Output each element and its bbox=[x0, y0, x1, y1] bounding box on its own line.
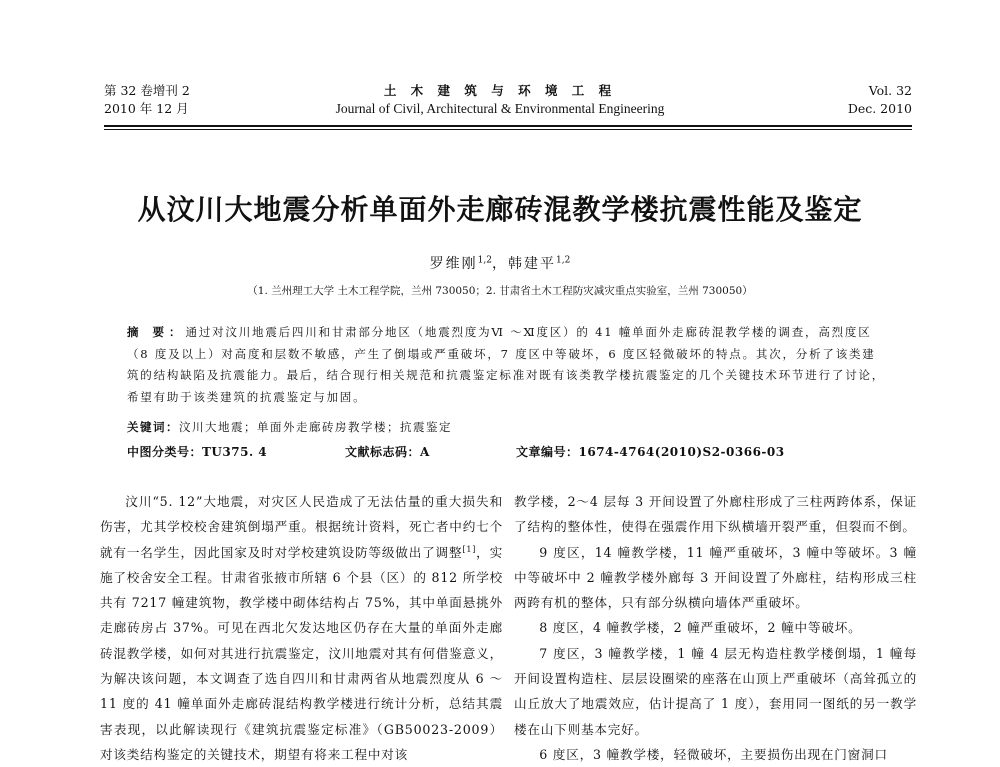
article-title: 从汶川大地震分析单面外走廊砖混教学楼抗震性能及鉴定 bbox=[137, 193, 863, 226]
author-affil-mark: 1,2 bbox=[477, 255, 492, 266]
keywords-label: 关键词： bbox=[127, 420, 179, 434]
clc-number: 中图分类号：TU375. 4 bbox=[127, 445, 268, 459]
body-paragraph: 教学楼，2～4 层每 3 开间设置了外廊柱形成了三柱两跨体系，保证了结构的整体性，使得在强震作用下纵横墙开裂严重，但裂而不倒。 bbox=[514, 494, 917, 535]
journal-name-en: Journal of Civil, Architectural & Environmental Engineering bbox=[335, 101, 665, 116]
header-rule-thin bbox=[104, 129, 912, 130]
date-cn: 2010 年 12 月 bbox=[104, 101, 189, 116]
paragraph-text: ，实施了校舍安全工程。甘肃省张掖市所辖 6 个县（区）的 812 所学校共有 7217 幢建筑物，教学楼中砌体结构占 75%，其中单面悬挑外走廊砖房占 37%。可见在西北欠发达地区仍存在大量的单面外走廊砖混教学楼，如何对其进行抗震鉴定，汶川地震对其有何借鉴意义，为解决该问题，本文调查了选自四川和甘肃两省从地震烈度从 6 ～11 度的 41 幢单面外走廊砖混结构教学楼进行统计分析，总结其震害表现，以此解读现行《建筑抗震鉴定标准》（GB50023-2009）对该类结构鉴定的关键技术，期望有将来工程中对该 bbox=[100, 544, 503, 762]
author-affil-mark: 1,2 bbox=[556, 255, 571, 266]
body-left-column bbox=[100, 489, 503, 767]
abstract-text: 通过对汶川地震后四川和甘肃部分地区（地震烈度为Ⅵ ～Ⅺ度区）的 41 幢单面外走廊砖混教学楼的调查，高烈度区（8 度及以上）对高度和层数不敏感，产生了倒塌或严重破坏，7 度区中等破坏，6 度区轻微破坏的特点。其次，分析了该类建筑的结构缺陷及抗震能力。最后，结合现行相关规范和抗震鉴定标准对既有该类教学楼抗震鉴定的几个关键技术环节进行了讨论，希望有助于该类建筑的抗震鉴定与加固。 bbox=[127, 325, 886, 404]
body-paragraph: 7 度区，3 幢教学楼，1 幢 4 层无构造柱教学楼倒塌，1 幢每开间设置构造柱、层层设圈梁的座落在山顶上严重破坏（高耸孤立的山丘放大了地震效应，估计提高了 1 度），套用同一图纸的另一教学楼在山下则基本完好。 bbox=[514, 645, 917, 737]
affiliations: （1. 兰州理工大学 土木工程学院，兰州 730050；2. 甘肃省土木工程防灾减灾重点实验室，兰州 730050） bbox=[247, 285, 753, 297]
header-right bbox=[800, 82, 912, 118]
abstract bbox=[127, 322, 887, 408]
body-paragraph: 8 度区，4 幢教学楼，2 幢严重破坏，2 幢中等破坏。 bbox=[539, 620, 862, 636]
article-number: 文章编号：1674-4764(2010)S2-0366-03 bbox=[516, 445, 785, 459]
keywords bbox=[127, 419, 452, 435]
author-name: 罗维刚 bbox=[429, 256, 478, 272]
volume-en: Vol. 32 bbox=[868, 83, 912, 98]
header-left bbox=[104, 82, 190, 118]
document-code: 文献标志码：A bbox=[345, 445, 430, 459]
paragraph-text: 汶川“5. 12”大地震，对灾区人民造成了无法估量的重大损失和伤害，尤其学校校舍建筑倒塌严重。根据统计资料，死亡者中约七个就有一名学生，因此国家及时对学校建筑设防等级做出了调整 bbox=[100, 494, 503, 560]
body-paragraph bbox=[100, 489, 503, 767]
body-paragraph: 6 度区，3 幢教学楼，轻微破坏，主要损伤出现在门窗洞口 bbox=[539, 746, 888, 762]
author-separator: ， bbox=[492, 256, 508, 272]
journal-name-cn: 土 木 建 筑 与 环 境 工 程 bbox=[383, 83, 617, 98]
author-list bbox=[100, 253, 900, 273]
body-paragraph: 9 度区，14 幢教学楼，11 幢严重破坏，3 幢中等破坏。3 幢中等破坏中 2 幢教学楼外廊每 3 开间设置了外廊柱，结构形成三柱两跨有机的整体，只有部分纵横向墙体严重破坏。 bbox=[514, 544, 917, 611]
citation-ref[interactable]: [1] bbox=[462, 544, 477, 554]
author-name: 韩建平 bbox=[508, 256, 556, 272]
keywords-text: 汶川大地震；单面外走廊砖房教学楼；抗震鉴定 bbox=[179, 420, 452, 434]
volume-issue-cn: 第 32 卷增刊 2 bbox=[104, 83, 190, 98]
header-rule-thick bbox=[104, 125, 912, 127]
date-en: Dec. 2010 bbox=[847, 101, 912, 116]
body-right-column bbox=[514, 489, 917, 767]
abstract-label: 摘 要： bbox=[127, 325, 186, 339]
header-center bbox=[200, 82, 800, 118]
